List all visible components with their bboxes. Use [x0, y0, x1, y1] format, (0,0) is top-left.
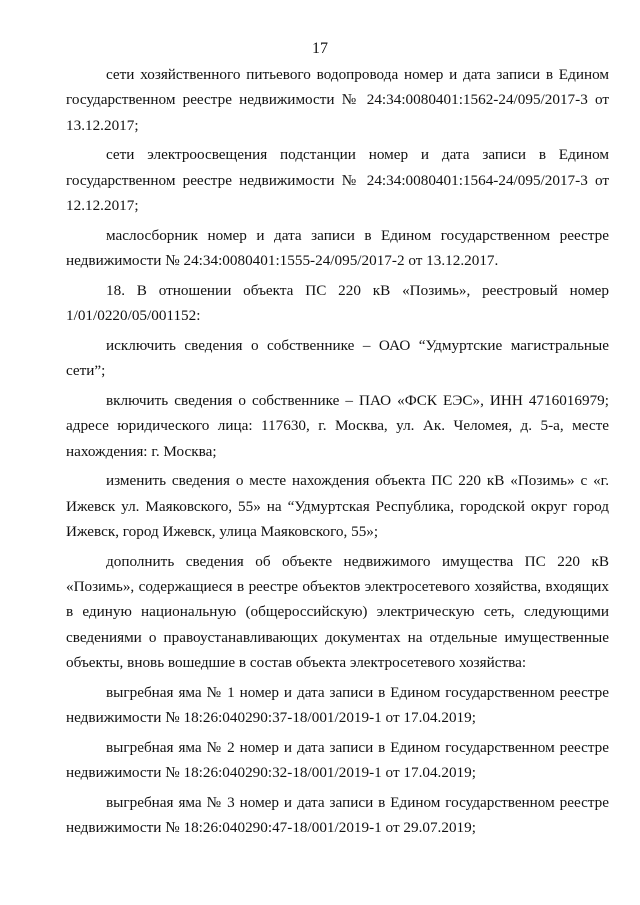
- paragraph-lighting-network: сети электроосвещения подстанции номер и дата записи в Едином государственном реестре недвижимости № 24:34:0080401:1564-24/095/2017-3 от 12.12.2017;: [66, 146, 609, 214]
- paragraph-include-owner: включить сведения о собственнике – ПАО «ФСК ЕЭС», ИНН 4716016979; адресе юридического лица: 117630, г. Москва, ул. Ак. Челомея, д. 5-а, месте нахождения: г. Москва;: [66, 392, 609, 460]
- paragraph-cesspit-3: выгребная яма № 3 номер и дата записи в Едином государственном реестре недвижимости № 18:26:040290:47-18/001/2019-1 от 29.07.2019;: [66, 794, 609, 837]
- paragraph-cesspit-2: выгребная яма № 2 номер и дата записи в Едином государственном реестре недвижимости № 18:26:040290:32-18/001/2019-1 от 17.04.2019;: [66, 738, 609, 782]
- paragraph-water-supply: сети хозяйственного питьевого водопровода номер и дата записи в Едином государственном реестре недвижимости № 24:34:0080401:1562-24/095/2017-3 от 13.12.2017;: [66, 66, 609, 134]
- paragraph-item-18: 18. В отношении объекта ПС 220 кВ «Позимь», реестровый номер 1/01/0220/05/001152:: [66, 281, 609, 325]
- paragraph-cesspit-1: выгребная яма № 1 номер и дата записи в Едином государственном реестре недвижимости № 18:26:040290:37-18/001/2019-1 от 17.04.2019;: [66, 683, 609, 727]
- paragraph-oil-collector: маслосборник номер и дата записи в Едином государственном реестре недвижимости № 24:34:0080401:1555-24/095/2017-2 от 13.12.2017.: [66, 226, 609, 270]
- page-number: 17: [312, 40, 328, 57]
- paragraph-supplement-info: дополнить сведения об объекте недвижимого имущества ПС 220 кВ «Позимь», содержащиеся в реестре объектов электросетевого хозяйства, входящих в единую национальную (общероссийскую) электрическую сеть, следующими сведениями о правоустанавливающих документах на отдельные имущественные объекты, вновь вошедшие в состав объекта электросетевого хозяйства:: [66, 552, 609, 672]
- paragraph-change-location: изменить сведения о месте нахождения объекта ПС 220 кВ «Позимь» с «г. Ижевск ул. Маяковского, 55» на “Удмуртская Республика, городской округ город Ижевск, город Ижевск, улица Маяковского, 55»;: [66, 472, 609, 541]
- paragraph-exclude-owner: исключить сведения о собственнике – ОАО “Удмуртские магистральные сети”;: [66, 336, 609, 380]
- document-body: [66, 62, 609, 845]
